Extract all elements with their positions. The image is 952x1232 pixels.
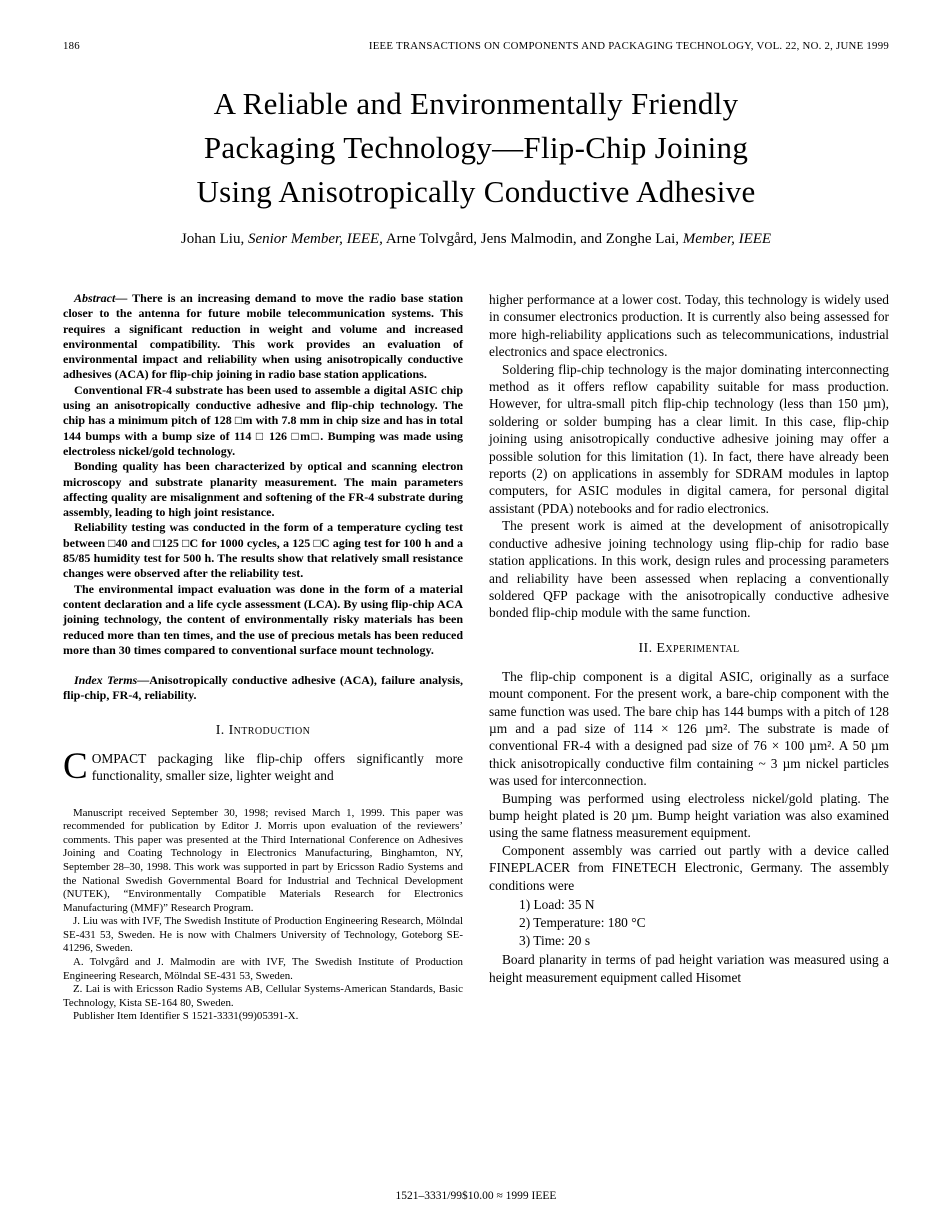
running-head [63,40,889,52]
body-paragraph: The present work is aimed at the development of anisotropically conductive adhesive joining technology using flip-chip for radio base station applications. In this work, design rules and processing parameters and reliability have been assessed when replacing a conventionally soldered QFP package with the anisotropically conductive adhesive bonded flip-chip module with the same function. [489,518,889,621]
author-line [63,231,889,248]
title-line-3: Using Anisotropically Conductive Adhesive [196,174,756,209]
body-paragraph: Bumping was performed using electroless nickel/gold plating. The bump height plated is 20 µm. Bump height variation was also examined using the same flatness measurement equipment. [489,790,889,841]
list-item: 2) Temperature: 180 °C [519,914,646,930]
abstract-first-paragraph [63,291,463,383]
index-terms-label: Index Terms— [74,673,150,688]
section-heading-introduction: I. Introduction [215,722,311,738]
abstract-paragraph: Reliability testing was conducted in the form of a temperature cycling test between □40 and □125 □C for 1000 cycles, a 125 □C aging test for 100 h and a 85/85 humidity test for 500 h. The results show that relatively small resistance changes were observed after the reliability test. [63,520,463,581]
body-paragraph: The flip-chip component is a digital ASIC, originally as a surface mount component. For the present work, a bare-chip component with the same function was used. The bare chip has 144 bumps with a pitch of 128 µm and a pad size of 114 × 126 µm². The substrate is made of conventional FR-4 with a designed pad size of 76 × 100 µm². A 50 µm thick anisotropically conductive film containing ~ 3 µm nickel particles was used for interconnection. [489,668,889,789]
dropcap-letter: C [63,745,88,787]
author-role: Member, IEEE [682,231,772,247]
abstract-label: Abstract— [74,291,133,305]
section-heading-experimental: II. Experimental [638,640,740,656]
footnote-paragraph: Manuscript received September 30, 1998; revised March 1, 1999. This paper was recommended for publication by Editor J. Morris upon evaluation of the reviewers’ comments. This paper was presented at the Third International Conference on Adhesives Joining and Coating Technology in Electronics Manufacturing, Binghamton, NY, September 28–30, 1998. This work was supported in part by Ericsson Radio Systems and the National Swedish Governmental Board for Industrial and Technical Development (NUTEK), “Environmentally Compatible Materials Research for Electronics Manufacturing (MMF)” Research Program. [63,806,463,914]
abstract-paragraph: The environmental impact evaluation was done in the form of a material content declaration and a life cycle assessment (LCA). By using flip-chip ACA joining technology, the content of environmentally risky materials has been reduced more than ten times, and the use of precious metals has been reduced more than 30 times compared to conventional surface mount technology. [63,581,463,657]
title-line-1: A Reliable and Environmentally Friendly [213,86,739,121]
body-paragraph: Soldering flip-chip technology is the major dominating interconnecting method as it offers reflow capability suitable for mass production. However, for ultra-small pitch flip-chip technology (less than 150 µm), soldering or solder bumping has a clear limit. In this case, flip-chip joining using anisotropically conductive adhesive joining may offer a possible solution for this limitation (1). In fact, there have already been reports (2) on applications in assembly for SDRAM modules in laptop computers, for ASIC modules in digital camera, for personal digital assistant (PDA) notebooks and for radio electronics. [489,361,889,516]
first-page-footnotes [63,807,463,1025]
right-column [489,291,889,1024]
title-line-2: Packaging Technology—Flip-Chip Joining [203,130,749,165]
footnote-paragraph: Publisher Item Identifier S 1521-3331(99)05391-X. [73,1010,299,1023]
abstract-paragraph: Conventional FR-4 substrate has been used to assemble a digital ASIC chip using an anisotropically conductive adhesive and flip-chip technology. The chip has a minimum pitch of 128 □m with 7.8 mm in chip size and has in total 144 bumps with a bump size of 114 □ 126 □m□. Bumping was made using electroless nickel/gold technology. [63,382,463,458]
abstract-paragraph: Bonding quality has been characterized by optical and scanning electron microscopy and substrate planarity measurement. The main parameters affecting quality are misalignment and softening of the FR-4 substrate during assembly, leading to high joint resistance. [63,459,463,520]
list-item: 3) Time: 20 s [519,932,591,948]
assembly-conditions-list [519,896,889,949]
footnote-paragraph: J. Liu was with IVF, The Swedish Institute of Production Engineering Research, Mölndal SE-431 53, Sweden. He is now with Chalmers University of Technology, Goteborg SE-41296, Sweden. [63,915,463,955]
abstract-section [63,291,463,658]
journal-title: IEEE TRANSACTIONS ON COMPONENTS AND PACKAGING TECHNOLOGY, VOL. 22, NO. 2, JUNE 1999 [368,40,889,52]
author-role: Senior Member, IEEE, [247,231,383,247]
footnote-paragraph: A. Tolvgård and J. Malmodin are with IVF, The Swedish Institute of Production Engineering Research, Mölndal SE-431 53, Sweden. [63,956,463,982]
left-column [63,291,463,1024]
two-column-body [63,291,889,1024]
introduction-opening-paragraph [63,745,463,787]
body-paragraph: Component assembly was carried out partly with a device called FINEPLACER from FINETECH Electronic, Germany. The assembly conditions were [489,842,889,893]
footnote-paragraph: Z. Lai is with Ericsson Radio Systems AB, Cellular Systems-American Standards, Basic Technology, Kista SE-164 80, Sweden. [63,983,463,1009]
body-paragraph: Board planarity in terms of pad height variation was measured using a height measurement equipment called Hisomet [489,952,889,985]
abstract-paragraph: There is an increasing demand to move the radio base station closer to the antenna for future mobile telecommunication systems. This requires a significant reduction in weight and volume and increased environmental compatibility. This work provides an evaluation of environmental impact and reliability when using anisotropically conductive adhesives (ACA) for flip-chip joining in radio base station applications. [63,291,463,382]
author-names: Arne Tolvgård, Jens Malmodin, and Zonghe Lai, [382,231,683,247]
list-item: 1) Load: 35 N [519,897,595,912]
index-terms [63,673,463,704]
paper-title [63,82,889,214]
copyright-footer: 1521–3331/99$10.00 ≈ 1999 IEEE [395,1190,557,1202]
author-names: Johan Liu, [180,231,248,247]
body-paragraph: higher performance at a lower cost. Today, this technology is widely used in consumer electronics production. It is currently also being assessed for more high-reliability applications such as telecommunications, industrial electronics and space electronics. [489,292,889,360]
introduction-opening-text: OMPACT packaging like flip-chip offers significantly more functionality, smaller size, lighter weight and [91,750,463,784]
page-number: 186 [63,40,80,52]
index-terms-text: Anisotropically conductive adhesive (ACA), failure analysis, flip-chip, FR-4, reliability. [63,673,463,703]
